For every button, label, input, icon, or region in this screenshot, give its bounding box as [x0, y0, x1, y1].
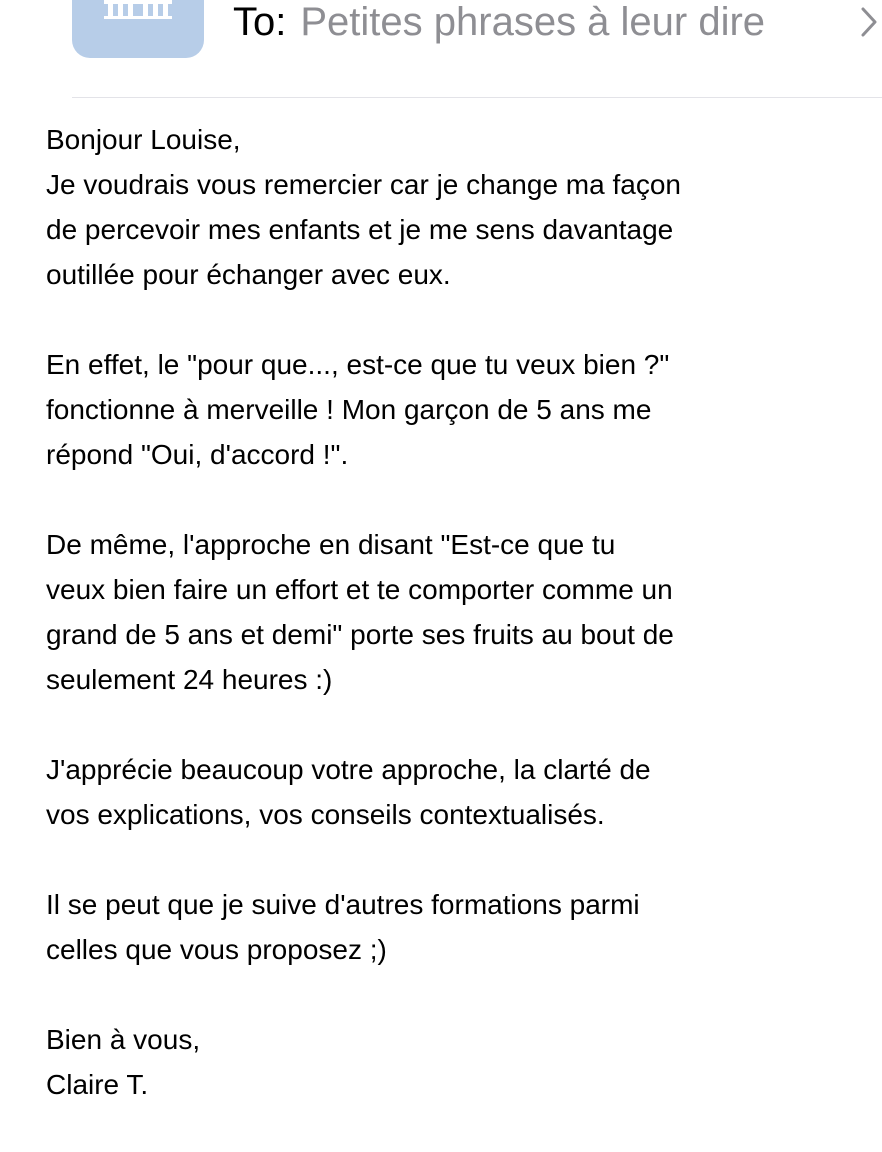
email-text-line: J'apprécie beaucoup votre approche, la clarté de — [46, 754, 651, 785]
email-paragraph — [46, 882, 846, 972]
email-text-line: Je voudrais vous remercier car je change ma façon — [46, 169, 681, 200]
email-text-line: Bien à vous, — [46, 1024, 201, 1055]
email-paragraph — [46, 342, 846, 477]
email-paragraph — [46, 747, 846, 837]
building-icon — [104, 0, 172, 24]
email-text-line: vos explications, vos conseils contextualisés. — [46, 799, 605, 830]
header-divider — [72, 97, 882, 98]
email-body — [46, 117, 846, 1152]
email-paragraph — [46, 1017, 846, 1107]
chevron-right-icon[interactable] — [860, 6, 878, 38]
to-label: To: — [233, 0, 287, 44]
to-field[interactable] — [233, 0, 765, 48]
email-text-line: seulement 24 heures :) — [46, 664, 333, 695]
recipient-name[interactable]: Petites phrases à leur dire — [300, 0, 766, 44]
email-text-line: de percevoir mes enfants et je me sens davantage — [46, 214, 674, 245]
email-text-line: Bonjour Louise, — [46, 124, 241, 155]
email-text-line: outillée pour échanger avec eux. — [46, 259, 451, 290]
recipient-avatar[interactable] — [72, 0, 204, 58]
email-text-line: grand de 5 ans et demi" porte ses fruits au bout de — [46, 619, 674, 650]
email-text-line: celles que vous proposez ;) — [46, 934, 387, 965]
email-text-line: De même, l'approche en disant "Est-ce que tu — [46, 529, 616, 560]
email-text-line: répond "Oui, d'accord !". — [46, 439, 349, 470]
email-paragraph — [46, 522, 846, 702]
email-text-line: Claire T. — [46, 1069, 149, 1100]
email-header — [0, 0, 882, 98]
email-text-line: En effet, le "pour que..., est-ce que tu veux bien ?" — [46, 349, 670, 380]
email-text-line: fonctionne à merveille ! Mon garçon de 5 ans me — [46, 394, 652, 425]
email-text-line: Il se peut que je suive d'autres formations parmi — [46, 889, 640, 920]
email-text-line: veux bien faire un effort et te comporter comme un — [46, 574, 673, 605]
email-paragraph — [46, 117, 846, 297]
